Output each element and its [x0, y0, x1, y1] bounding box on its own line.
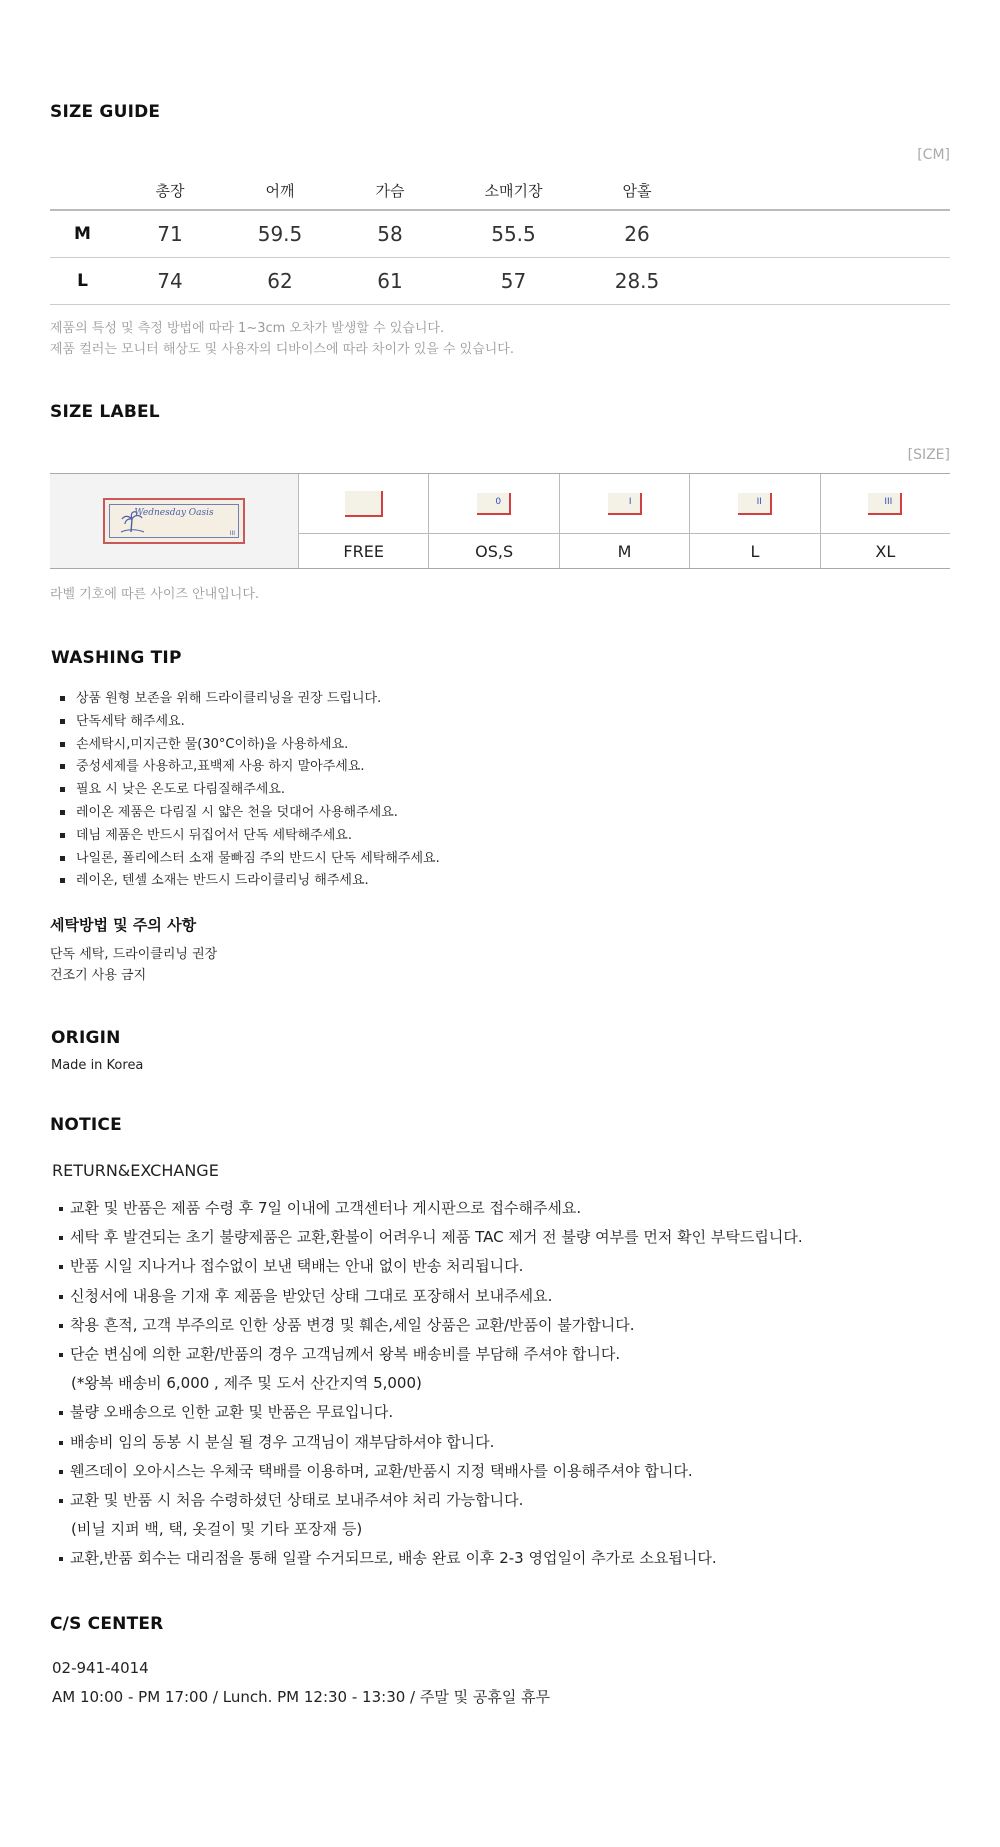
cs-phone: 02-941-4014 — [52, 1659, 149, 1677]
size-tag-icon: II — [738, 493, 772, 515]
table-cell: 74 — [115, 257, 225, 304]
size-guide-note: 제품 컬러는 모니터 해상도 및 사용자의 디바이스에 따라 차이가 있을 수 있습니다. — [50, 342, 515, 357]
list-item: 배송비 임의 동봉 시 분실 될 경우 고객님이 재부담하셔야 합니다. — [59, 1428, 803, 1457]
list-item: 불량 오배송으로 인한 교환 및 반품은 무료입니다. — [59, 1398, 803, 1427]
size-tag-icon: III — [868, 493, 902, 515]
list-item: 레이온, 텐셀 소재는 반드시 드라이클리닝 해주세요. — [60, 870, 440, 893]
size-label-name: OS,S — [475, 541, 514, 561]
size-row-label: L — [50, 257, 115, 304]
size-table-header — [692, 172, 950, 210]
size-label-grid — [50, 473, 950, 569]
woven-label-image — [103, 498, 245, 544]
size-label-col-m — [560, 474, 690, 568]
care-line: 단독 세탁, 드라이클리닝 권장 — [50, 947, 218, 962]
notice-title: NOTICE — [50, 1115, 122, 1135]
size-label-col-xl — [821, 474, 950, 568]
size-label-col-os — [429, 474, 559, 568]
label-image-cell — [50, 474, 299, 568]
size-table-header: 가슴 — [375, 182, 405, 200]
list-item: 세탁 후 발견되는 초기 불량제품은 교환,환불이 어려우니 제품 TAC 제거 전 불량 여부를 먼저 확인 부탁드립니다. — [59, 1223, 803, 1252]
table-cell-empty — [692, 210, 950, 257]
care-instructions-title: 세탁방법 및 주의 사항 — [50, 916, 197, 934]
label-brand-text: Wednesday Oasis — [134, 508, 214, 518]
origin-value: Made in Korea — [51, 1058, 144, 1073]
washing-tip-title: WASHING TIP — [51, 648, 182, 668]
washing-tip-list — [60, 688, 440, 893]
size-tag-icon — [345, 491, 383, 517]
size-label-name: XL — [875, 541, 896, 561]
table-cell: 26 — [582, 210, 692, 257]
size-guide-title: SIZE GUIDE — [50, 102, 161, 122]
size-label-title: SIZE LABEL — [50, 402, 160, 422]
cs-center-title: C/S CENTER — [50, 1614, 164, 1634]
list-item: 손세탁시,미지근한 물(30°C이하)을 사용하세요. — [60, 734, 440, 757]
list-item: 교환,반품 회수는 대리점을 통해 일괄 수거되므로, 배송 완료 이후 2-3 영업일이 추가로 소요됩니다. — [59, 1544, 803, 1573]
list-item: 교환 및 반품 시 처음 수령하셨던 상태로 보내주셔야 처리 가능합니다. — [59, 1486, 803, 1515]
size-table-header: 총장 — [155, 182, 185, 200]
table-row — [50, 257, 950, 304]
size-label-unit: [SIZE] — [907, 447, 950, 463]
table-cell: 28.5 — [582, 257, 692, 304]
list-item: 데님 제품은 반드시 뒤집어서 단독 세탁해주세요. — [60, 825, 440, 848]
notice-subtitle: RETURN&EXCHANGE — [52, 1161, 219, 1180]
table-cell: 58 — [335, 210, 445, 257]
size-tag-icon: I — [608, 493, 642, 515]
table-cell: 71 — [115, 210, 225, 257]
table-cell: 55.5 — [445, 210, 582, 257]
size-table-header: 암홀 — [622, 182, 652, 200]
size-label-name: L — [750, 541, 760, 561]
list-item: 단독세탁 해주세요. — [60, 711, 440, 734]
size-label-note: 라벨 기호에 따른 사이즈 안내입니다. — [50, 587, 260, 602]
table-cell: 59.5 — [225, 210, 335, 257]
table-row — [50, 210, 950, 257]
list-item: 나일론, 폴리에스터 소재 물빠짐 주의 반드시 단독 세탁해주세요. — [60, 848, 440, 871]
list-item: 신청서에 내용을 기재 후 제품을 받았던 상태 그대로 포장해서 보내주세요. — [59, 1282, 803, 1311]
size-guide-note: 제품의 특성 및 측정 방법에 따라 1~3cm 오차가 발생할 수 있습니다. — [50, 321, 445, 336]
label-size-mark: III — [229, 530, 235, 537]
size-label-name: M — [617, 541, 632, 561]
list-item: (비닐 지퍼 백, 택, 옷걸이 및 기타 포장재 등) — [71, 1520, 363, 1539]
table-cell: 57 — [445, 257, 582, 304]
list-item: 레이온 제품은 다림질 시 얇은 천을 덧대어 사용해주세요. — [60, 802, 440, 825]
size-label-name: FREE — [343, 541, 384, 561]
table-cell-empty — [692, 257, 950, 304]
list-item: 교환 및 반품은 제품 수령 후 7일 이내에 고객센터나 게시판으로 접수해주세요. — [59, 1194, 803, 1223]
list-item: 중성세제를 사용하고,표백제 사용 하지 말아주세요. — [60, 756, 440, 779]
list-item: 상품 원형 보존을 위해 드라이클리닝을 권장 드립니다. — [60, 688, 440, 711]
origin-title: ORIGIN — [51, 1028, 121, 1048]
table-cell: 62 — [225, 257, 335, 304]
list-item: 착용 흔적, 고객 부주의로 인한 상품 변경 및 훼손,세일 상품은 교환/반품이 불가합니다. — [59, 1311, 803, 1340]
size-row-label: M — [50, 210, 115, 257]
notice-list — [59, 1194, 803, 1574]
list-item: 필요 시 낮은 온도로 다림질해주세요. — [60, 779, 440, 802]
care-line: 건조기 사용 금지 — [50, 968, 147, 983]
cs-hours: AM 10:00 - PM 17:00 / Lunch. PM 12:30 - 13:30 / 주말 및 공휴일 휴무 — [52, 1688, 551, 1706]
size-guide-unit: [CM] — [917, 147, 950, 163]
size-guide-notes — [50, 318, 514, 360]
size-table-header — [50, 172, 115, 210]
list-item: 반품 시일 지나거나 접수없이 보낸 택배는 안내 없이 반송 처리됩니다. — [59, 1252, 803, 1281]
size-guide-table — [50, 172, 950, 305]
list-item: 단순 변심에 의한 교환/반품의 경우 고객님께서 왕복 배송비를 부담해 주셔야 합니다. — [59, 1340, 803, 1369]
care-instructions — [50, 944, 217, 986]
size-label-col-free — [299, 474, 429, 568]
list-item: (*왕복 배송비 6,000 , 제주 및 도서 산간지역 5,000) — [71, 1374, 422, 1393]
list-item: 웬즈데이 오아시스는 우체국 택배를 이용하며, 교환/반품시 지정 택배사를 이용해주셔야 합니다. — [59, 1457, 803, 1486]
table-cell: 61 — [335, 257, 445, 304]
size-table-header: 소매기장 — [484, 182, 543, 200]
size-tag-icon: 0 — [477, 493, 511, 515]
size-table-header: 어깨 — [265, 182, 295, 200]
size-table-header-row — [50, 172, 950, 210]
size-label-col-l — [690, 474, 820, 568]
